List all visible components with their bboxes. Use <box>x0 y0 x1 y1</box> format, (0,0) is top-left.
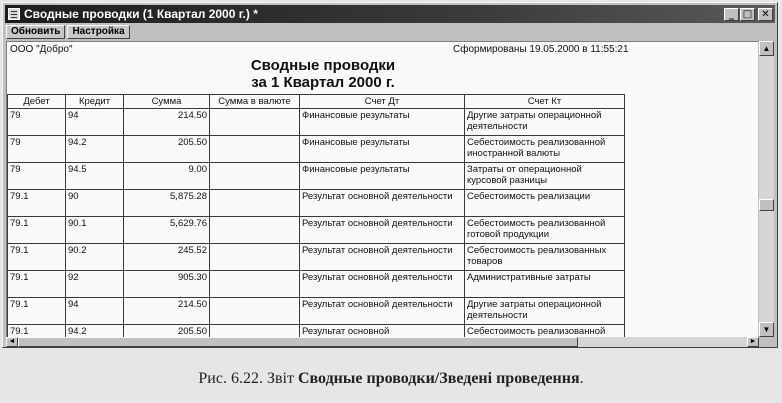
vertical-scroll-thumb[interactable] <box>759 199 774 211</box>
caption-report-name: Сводные проводки/Зведені проведення <box>297 370 580 387</box>
toolbar <box>6 25 130 39</box>
amount-cell: 9.00 <box>124 163 210 190</box>
report-period: за 1 Квартал 2000 г. <box>251 74 395 91</box>
column-header-currency-amount: Сумма в валюте <box>210 95 300 109</box>
credit-account-cell: Другие затраты операционной деятельности <box>465 109 625 136</box>
credit-cell: 94 <box>66 109 124 136</box>
currency-amount-cell <box>210 244 300 271</box>
window-title: Сводные проводки (1 Квартал 2000 г.) * <box>24 7 258 21</box>
currency-amount-cell <box>210 190 300 217</box>
debit-cell: 79.1 <box>8 190 66 217</box>
credit-account-cell: Себестоимость реализованной иностранной валюты <box>465 136 625 163</box>
caption-suffix: . <box>579 370 584 387</box>
currency-amount-cell <box>210 271 300 298</box>
amount-cell: 214.50 <box>124 298 210 325</box>
horizontal-scrollbar[interactable] <box>6 337 759 347</box>
credit-account-cell: Административные затраты <box>465 271 625 298</box>
debit-cell: 79.1 <box>8 271 66 298</box>
report-area[interactable] <box>6 41 758 337</box>
credit-account-cell: Себестоимость реализованной готовой продукции <box>465 217 625 244</box>
debit-account-cell: Результат основной деятельности <box>300 190 465 217</box>
scroll-up-icon[interactable]: ▲ <box>759 41 774 56</box>
figure-caption <box>0 370 782 388</box>
debit-account-cell: Результат основной деятельности <box>300 271 465 298</box>
amount-cell: 5,629.76 <box>124 217 210 244</box>
amount-cell: 214.50 <box>124 109 210 136</box>
close-button[interactable]: ✕ <box>758 8 773 21</box>
credit-cell: 90 <box>66 190 124 217</box>
debit-account-cell: Результат основной деятельности <box>300 217 465 244</box>
debit-account-cell: Финансовые результаты <box>300 163 465 190</box>
credit-cell: 94.2 <box>66 325 124 338</box>
amount-cell: 205.50 <box>124 325 210 338</box>
table-row[interactable] <box>8 190 625 217</box>
amount-cell: 905.30 <box>124 271 210 298</box>
postings-table <box>7 94 625 337</box>
table-row[interactable] <box>8 244 625 271</box>
scroll-left-icon[interactable]: ◄ <box>6 337 18 347</box>
column-header-amount: Сумма <box>124 95 210 109</box>
horizontal-scroll-thumb[interactable] <box>18 337 578 347</box>
credit-account-cell: Другие затраты операционной деятельности <box>465 298 625 325</box>
report-window <box>2 2 778 348</box>
scroll-down-icon[interactable]: ▼ <box>759 322 774 337</box>
column-header-credit: Кредит <box>66 95 124 109</box>
table-row[interactable] <box>8 163 625 190</box>
credit-account-cell: Себестоимость реализованной <box>465 325 625 338</box>
scroll-right-icon[interactable]: ► <box>747 337 759 347</box>
currency-amount-cell <box>210 298 300 325</box>
report-title: Сводные проводки <box>250 57 396 74</box>
debit-account-cell: Финансовые результаты <box>300 136 465 163</box>
credit-cell: 90.1 <box>66 217 124 244</box>
column-header-debit: Дебет <box>8 95 66 109</box>
debit-cell: 79.1 <box>8 244 66 271</box>
settings-button[interactable]: Настройка <box>67 25 129 39</box>
table-header-row <box>8 95 625 109</box>
debit-cell: 79.1 <box>8 298 66 325</box>
debit-cell: 79 <box>8 109 66 136</box>
table-row[interactable] <box>8 271 625 298</box>
currency-amount-cell <box>210 325 300 338</box>
debit-account-cell: Результат основной деятельности <box>300 298 465 325</box>
minimize-button[interactable]: _ <box>724 8 739 21</box>
credit-account-cell: Затраты от операционной курсовой разницы <box>465 163 625 190</box>
title-bar[interactable] <box>5 5 775 23</box>
credit-cell: 94.2 <box>66 136 124 163</box>
debit-cell: 79 <box>8 163 66 190</box>
credit-cell: 94.5 <box>66 163 124 190</box>
credit-cell: 92 <box>66 271 124 298</box>
amount-cell: 245.52 <box>124 244 210 271</box>
refresh-button[interactable]: Обновить <box>6 25 65 39</box>
table-row[interactable] <box>8 217 625 244</box>
column-header-credit-account: Счет Кт <box>465 95 625 109</box>
window-controls <box>724 8 773 21</box>
debit-account-cell: Финансовые результаты <box>300 109 465 136</box>
vertical-scrollbar[interactable] <box>759 41 774 337</box>
caption-prefix: Рис. 6.22. Звіт <box>198 370 298 387</box>
debit-cell: 79.1 <box>8 325 66 338</box>
credit-cell: 94 <box>66 298 124 325</box>
currency-amount-cell <box>210 163 300 190</box>
debit-account-cell: Результат основной деятельности <box>300 244 465 271</box>
table-row[interactable] <box>8 325 625 338</box>
organization-name: ООО "Добро" <box>10 44 73 55</box>
generated-timestamp: Сформированы 19.05.2000 в 11:55:21 <box>453 44 629 55</box>
credit-account-cell: Себестоимость реализации <box>465 190 625 217</box>
debit-cell: 79.1 <box>8 217 66 244</box>
credit-account-cell: Себестоимость реализованных товаров <box>465 244 625 271</box>
table-row[interactable] <box>8 109 625 136</box>
table-row[interactable] <box>8 298 625 325</box>
maximize-button[interactable]: □ <box>740 8 755 21</box>
debit-cell: 79 <box>8 136 66 163</box>
currency-amount-cell <box>210 109 300 136</box>
credit-cell: 90.2 <box>66 244 124 271</box>
currency-amount-cell <box>210 217 300 244</box>
amount-cell: 205.50 <box>124 136 210 163</box>
debit-account-cell: Результат основной <box>300 325 465 338</box>
table-row[interactable] <box>8 136 625 163</box>
column-header-debit-account: Счет Дт <box>300 95 465 109</box>
currency-amount-cell <box>210 136 300 163</box>
report-icon <box>8 8 20 20</box>
amount-cell: 5,875.28 <box>124 190 210 217</box>
